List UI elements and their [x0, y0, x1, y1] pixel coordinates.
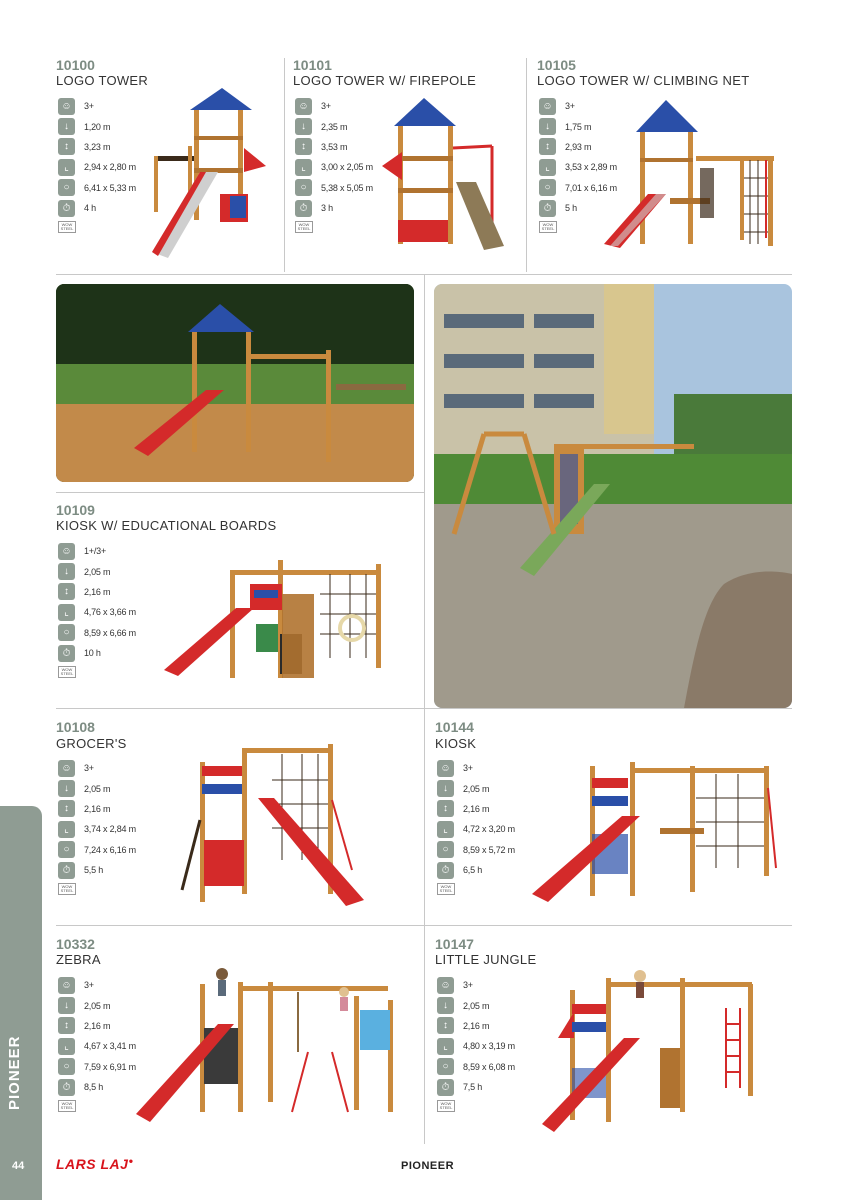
spec-row [58, 799, 136, 819]
spec-value: 3+ [84, 980, 94, 991]
age-icon: ☺ [539, 98, 556, 115]
product-image-10105 [600, 98, 780, 252]
product-name: LOGO TOWER W/ FIREPOLE [293, 73, 477, 88]
spec-value: 1,75 m [565, 121, 592, 132]
spec-value: 4,67 x 3,41 m [84, 1041, 136, 1052]
spec-row [58, 116, 136, 136]
dimensions-icon: ⌞ [58, 159, 75, 176]
total-height-icon: ↕ [295, 138, 312, 155]
spec-value: 2,93 m [565, 141, 592, 152]
spec-value: 4,76 x 3,66 m [84, 607, 136, 618]
installation-time-icon: ⏱ [58, 1079, 75, 1096]
product-name: LOGO TOWER W/ CLIMBING NET [537, 73, 750, 88]
fall-height-icon: ↓ [58, 780, 75, 797]
spec-value: 3+ [84, 763, 94, 774]
spec-value: 3,74 x 2,84 m [84, 824, 136, 835]
dimensions-icon: ⌞ [437, 1038, 454, 1055]
steel-badge: WOW STEEL [437, 883, 455, 895]
total-height-icon: ↕ [58, 138, 75, 155]
spec-row [437, 975, 515, 995]
safety-area-icon: ○ [539, 179, 556, 196]
spec-value: 8,59 x 6,08 m [463, 1061, 515, 1072]
safety-area-icon: ○ [295, 179, 312, 196]
installation-time-icon: ⏱ [58, 200, 75, 217]
spec-row [58, 819, 136, 839]
spec-row [58, 1057, 136, 1077]
spec-row [58, 995, 136, 1015]
divider-v-top-2 [526, 58, 527, 272]
steel-badge: WOW STEEL [539, 221, 557, 233]
product-image-10147 [540, 968, 756, 1134]
spec-row [58, 975, 136, 995]
spec-value: 2,05 m [84, 1000, 111, 1011]
spec-row [437, 1057, 515, 1077]
fall-height-icon: ↓ [539, 118, 556, 135]
fall-height-icon: ↓ [437, 780, 454, 797]
spec-value: 5,38 x 5,05 m [321, 182, 373, 193]
spec-value: 7,59 x 6,91 m [84, 1061, 136, 1072]
installation-time-icon: ⏱ [295, 200, 312, 217]
spec-value: 5,5 h [84, 865, 104, 876]
fall-height-icon: ↓ [58, 118, 75, 135]
dimensions-icon: ⌞ [437, 821, 454, 838]
product-code: 10147 [435, 936, 474, 952]
spec-row [437, 819, 515, 839]
section-label: PIONEER [6, 1035, 23, 1110]
brand-logo: LARS LAJ● [56, 1156, 134, 1172]
product-name: LITTLE JUNGLE [435, 952, 537, 967]
spec-value: 8,59 x 6,66 m [84, 627, 136, 638]
safety-area-icon: ○ [437, 1058, 454, 1075]
spec-value: 2,16 m [463, 803, 490, 814]
total-height-icon: ↕ [58, 1017, 75, 1034]
spec-row [295, 198, 373, 218]
steel-badge: WOW STEEL [58, 1100, 76, 1112]
spec-row [295, 157, 373, 177]
spec-row [58, 137, 136, 157]
spec-value: 2,05 m [84, 566, 111, 577]
spec-value: 2,94 x 2,80 m [84, 162, 136, 173]
product-code: 10100 [56, 57, 95, 73]
age-icon: ☺ [58, 98, 75, 115]
product-name: KIOSK [435, 736, 477, 751]
spec-value: 4,80 x 3,19 m [463, 1041, 515, 1052]
spec-value: 7,01 x 6,16 m [565, 182, 617, 193]
dimensions-icon: ⌞ [539, 159, 556, 176]
spec-value: 7,5 h [463, 1082, 483, 1093]
age-icon: ☺ [58, 760, 75, 777]
steel-badge: WOW STEEL [437, 1100, 455, 1112]
product-code: 10109 [56, 502, 95, 518]
steel-badge: WOW STEEL [295, 221, 313, 233]
safety-area-icon: ○ [58, 1058, 75, 1075]
brand-logo-text: LARS LAJ [56, 1156, 129, 1172]
total-height-icon: ↕ [437, 1017, 454, 1034]
spec-value: 1,20 m [84, 121, 111, 132]
divider-v-top-1 [284, 58, 285, 272]
spec-value: 2,16 m [84, 803, 111, 814]
age-icon: ☺ [58, 977, 75, 994]
spec-list [58, 975, 136, 1112]
spec-list [58, 758, 136, 895]
divider-h-1 [56, 492, 424, 493]
spec-row [58, 96, 136, 116]
product-code: 10108 [56, 719, 95, 735]
product-name: LOGO TOWER [56, 73, 149, 88]
product-image-10332 [132, 962, 400, 1132]
spec-value: 3 h [321, 203, 333, 214]
installation-time-icon: ⏱ [58, 862, 75, 879]
spec-value: 4 h [84, 203, 96, 214]
spec-value: 5 h [565, 203, 577, 214]
spec-row [295, 137, 373, 157]
safety-area-icon: ○ [58, 624, 75, 641]
spec-row [437, 1016, 515, 1036]
spec-list [58, 96, 136, 233]
installation-time-icon: ⏱ [58, 645, 75, 662]
dimensions-icon: ⌞ [58, 604, 75, 621]
spec-row [437, 799, 515, 819]
total-height-icon: ↕ [58, 800, 75, 817]
dimensions-icon: ⌞ [58, 821, 75, 838]
spec-value: 10 h [84, 648, 101, 659]
spec-row [437, 860, 515, 880]
spec-value: 2,05 m [463, 1000, 490, 1011]
spec-value: 2,35 m [321, 121, 348, 132]
product-image-10101 [380, 96, 506, 254]
footer-title: PIONEER [401, 1160, 455, 1172]
spec-row [58, 840, 136, 860]
spec-row [58, 1077, 136, 1097]
age-icon: ☺ [437, 977, 454, 994]
spec-row [58, 157, 136, 177]
spec-row [437, 995, 515, 1015]
steel-badge: WOW STEEL [58, 883, 76, 895]
product-name: KIOSK W/ EDUCATIONAL BOARDS [56, 518, 277, 533]
safety-area-icon: ○ [58, 841, 75, 858]
spec-value: 8,59 x 5,72 m [463, 844, 515, 855]
product-image-10109 [160, 554, 386, 684]
product-name: ZEBRA [56, 952, 101, 967]
spec-row [58, 623, 136, 643]
safety-area-icon: ○ [437, 841, 454, 858]
spec-value: 2,16 m [84, 586, 111, 597]
spec-value: 2,05 m [84, 783, 111, 794]
installation-time-icon: ⏱ [539, 200, 556, 217]
spec-row [58, 758, 136, 778]
dimensions-icon: ⌞ [58, 1038, 75, 1055]
spec-value: 6,41 x 5,33 m [84, 182, 136, 193]
divider-h-2 [56, 708, 792, 709]
spec-row [58, 582, 136, 602]
product-name: GROCER'S [56, 736, 127, 751]
spec-row [437, 1077, 515, 1097]
product-image-10108 [172, 740, 368, 908]
age-icon: ☺ [295, 98, 312, 115]
fall-height-icon: ↓ [437, 997, 454, 1014]
age-icon: ☺ [58, 543, 75, 560]
product-code: 10332 [56, 936, 95, 952]
spec-row [58, 198, 136, 218]
page-number: 44 [12, 1160, 25, 1172]
spec-value: 3+ [463, 980, 473, 991]
spec-value: 3+ [84, 101, 94, 112]
spec-row [58, 178, 136, 198]
spec-list [437, 758, 515, 895]
spec-row [58, 643, 136, 663]
spec-value: 3+ [321, 101, 331, 112]
product-code: 10105 [537, 57, 576, 73]
section-tab [0, 806, 42, 1200]
spec-value: 3+ [565, 101, 575, 112]
product-code: 10101 [293, 57, 332, 73]
spec-value: 7,24 x 6,16 m [84, 844, 136, 855]
product-image-10100 [148, 86, 272, 262]
spec-row [58, 1016, 136, 1036]
divider-v-mid [424, 274, 425, 1144]
spec-value: 2,05 m [463, 783, 490, 794]
spec-row [58, 860, 136, 880]
spec-row [295, 96, 373, 116]
spec-value: 3,00 x 2,05 m [321, 162, 373, 173]
steel-badge: WOW STEEL [58, 666, 76, 678]
installation-time-icon: ⏱ [437, 862, 454, 879]
fall-height-icon: ↓ [295, 118, 312, 135]
spec-row [295, 116, 373, 136]
spec-value: 6,5 h [463, 865, 483, 876]
spec-list [437, 975, 515, 1112]
spec-value: 3,53 x 2,89 m [565, 162, 617, 173]
spec-value: 4,72 x 3,20 m [463, 824, 515, 835]
steel-badge: WOW STEEL [58, 221, 76, 233]
installation-time-icon: ⏱ [437, 1079, 454, 1096]
total-height-icon: ↕ [58, 583, 75, 600]
product-code: 10144 [435, 719, 474, 735]
spec-row [437, 778, 515, 798]
safety-area-icon: ○ [58, 179, 75, 196]
age-icon: ☺ [437, 760, 454, 777]
spec-row [58, 541, 136, 561]
spec-value: 3,53 m [321, 141, 348, 152]
spec-row [58, 561, 136, 581]
spec-value: 3,23 m [84, 141, 111, 152]
divider-h-3 [56, 925, 792, 926]
spec-value: 3+ [463, 763, 473, 774]
dimensions-icon: ⌞ [295, 159, 312, 176]
spec-value: 1+/3+ [84, 546, 107, 557]
total-height-icon: ↕ [539, 138, 556, 155]
product-photo-courtyard [434, 284, 792, 708]
spec-list [58, 541, 136, 678]
spec-value: 8,5 h [84, 1082, 104, 1093]
spec-row [437, 1036, 515, 1056]
spec-list [295, 96, 373, 233]
spec-row [295, 178, 373, 198]
product-photo-park [56, 284, 414, 482]
spec-row [58, 602, 136, 622]
spec-value: 2,16 m [463, 1020, 490, 1031]
spec-row [58, 778, 136, 798]
spec-value: 2,16 m [84, 1020, 111, 1031]
fall-height-icon: ↓ [58, 563, 75, 580]
total-height-icon: ↕ [437, 800, 454, 817]
product-image-10144 [530, 758, 778, 904]
spec-row [58, 1036, 136, 1056]
fall-height-icon: ↓ [58, 997, 75, 1014]
spec-row [437, 840, 515, 860]
spec-row [437, 758, 515, 778]
